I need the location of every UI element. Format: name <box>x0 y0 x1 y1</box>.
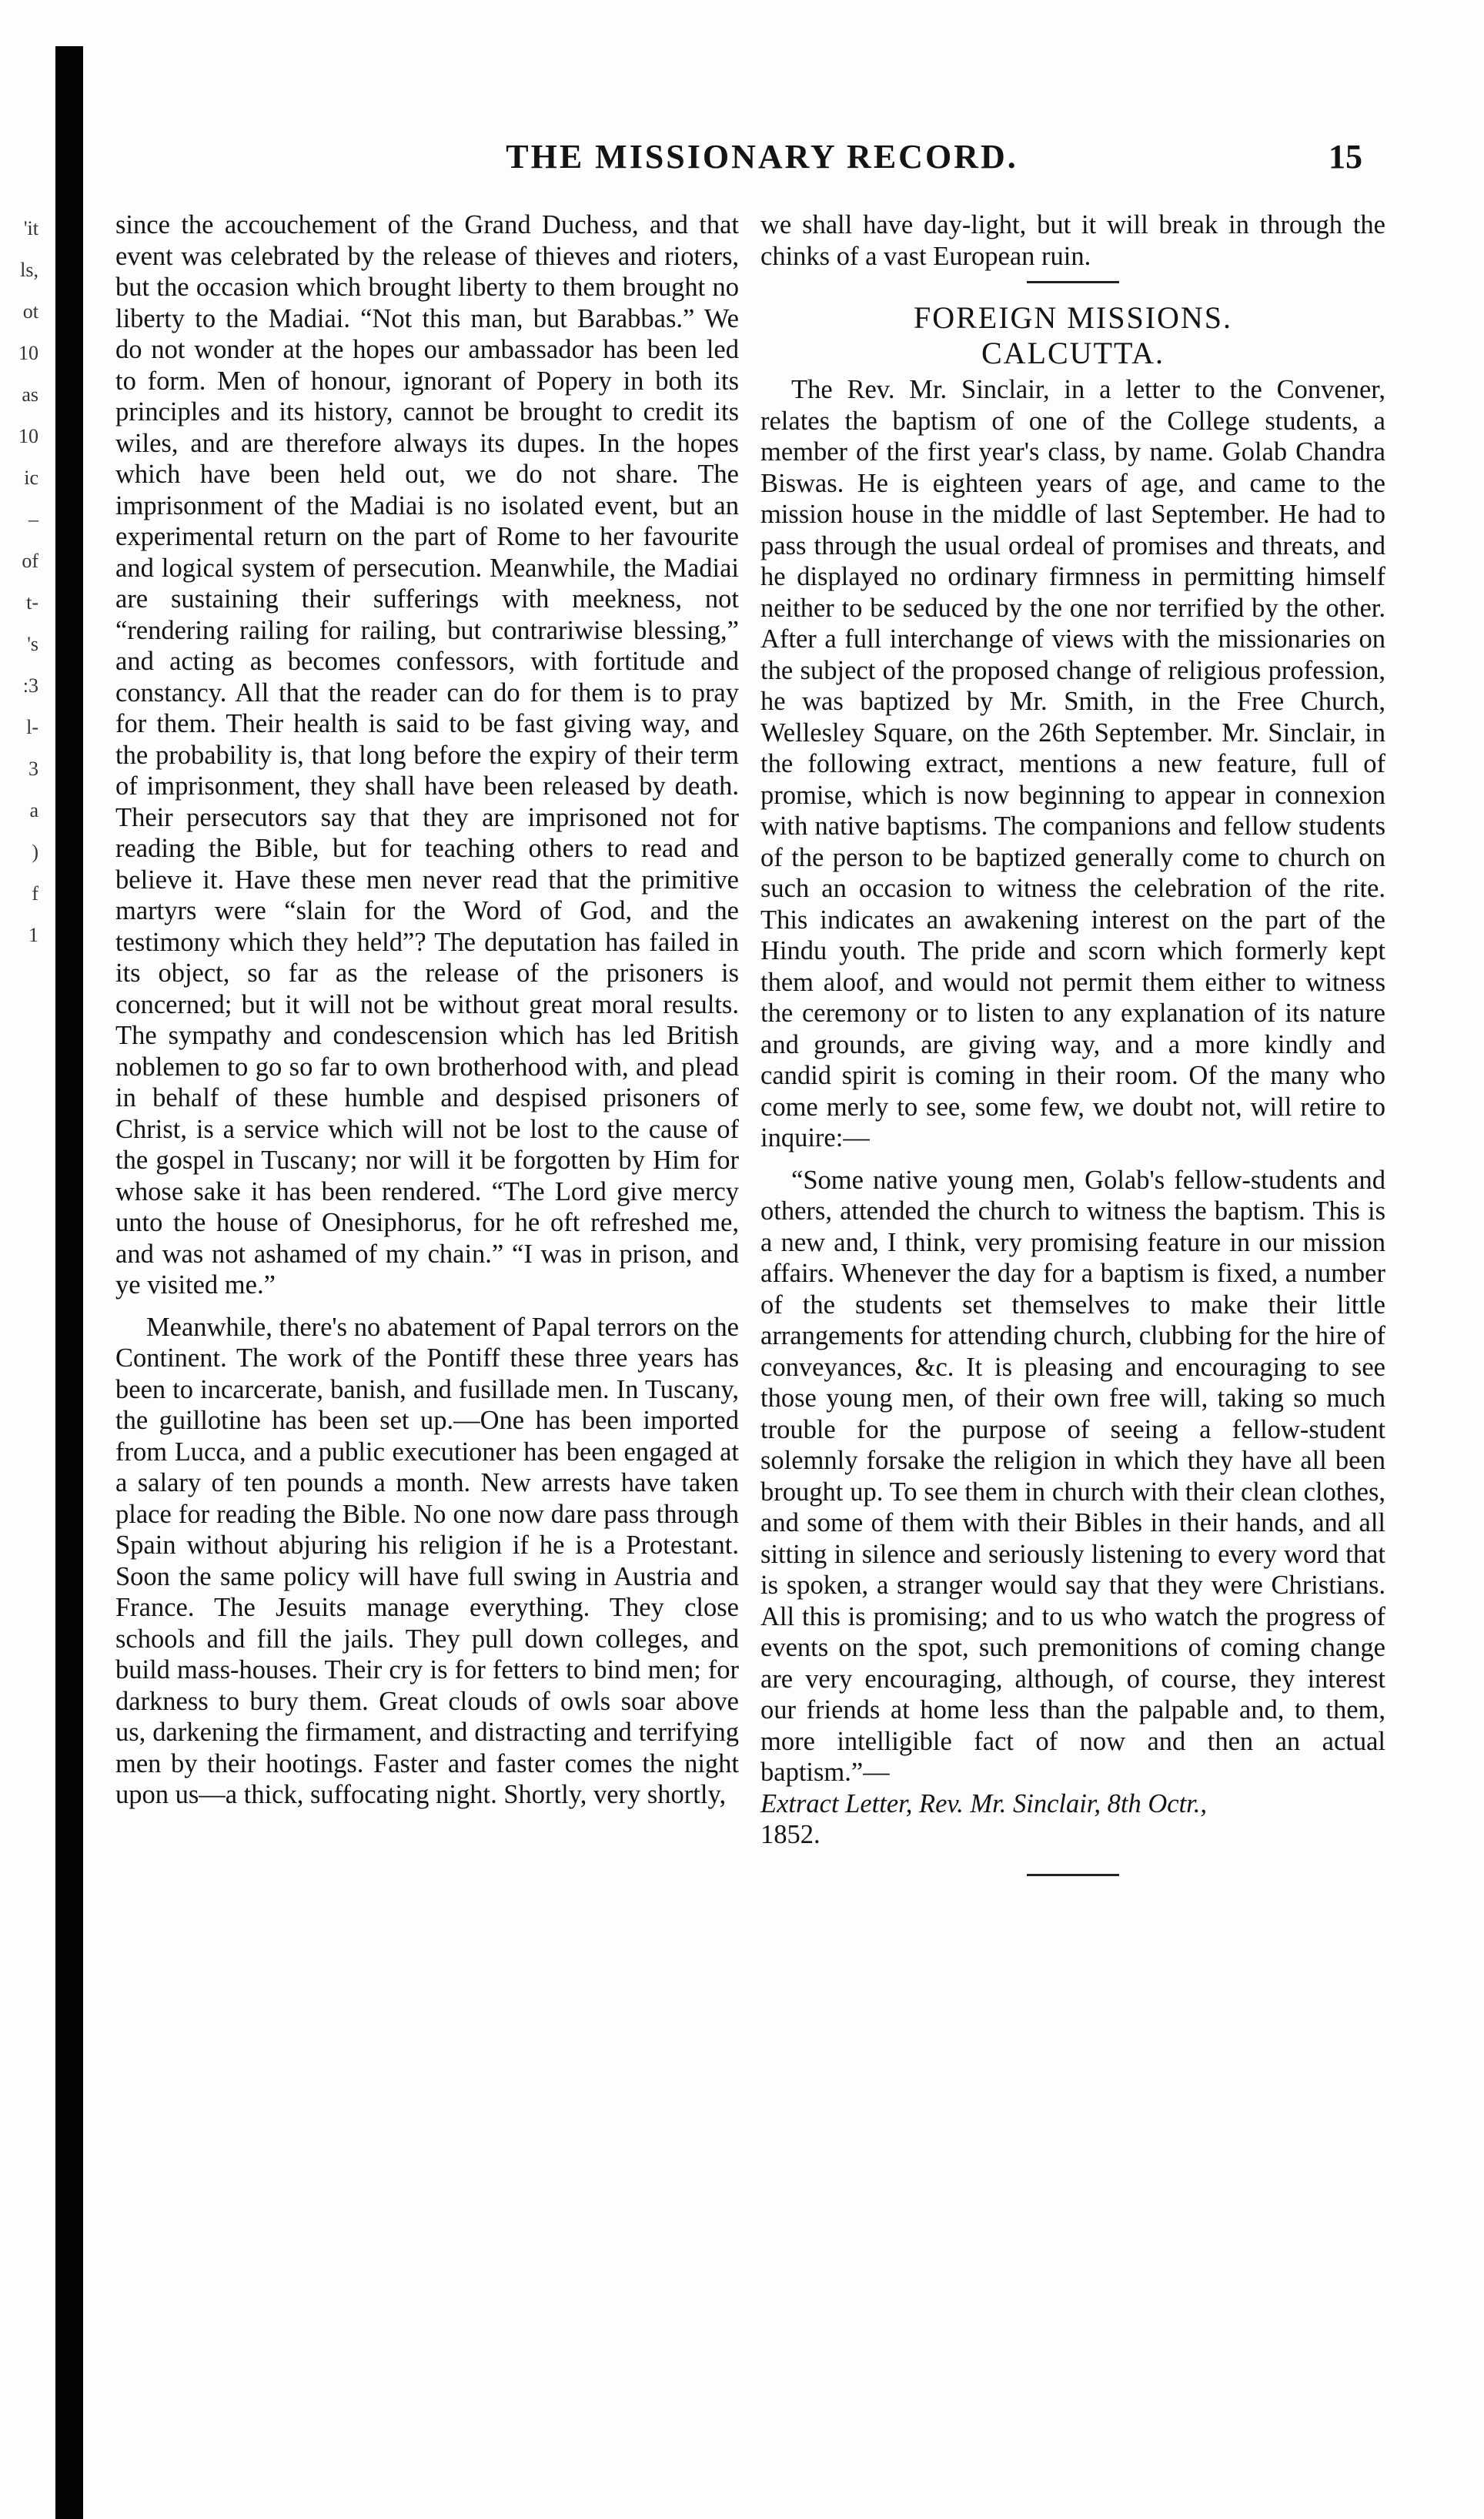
article-paragraph: since the accouchement of the Grand Duchess, and that event was celebrated by the release of thieves and rioters, but the occasion which brought liberty to them brought no liberty to the Madiai. “Not this man, but Barabbas.” We do not wonder at the hopes our ambassador has been led to form. Men of honour, ignorant of Popery in both its principles and its history, cannot be brought to credit its wiles, and are therefore always its dupes. In the hopes which have been held out, we do not share. The imprisonment of the Madiai is no isolated event, but an experimental return on the part of Rome to her favourite and logical system of persecution. Meanwhile, the Madiai are sustaining their sufferings with meekness, not “rendering railing for railing, but contrariwise blessing,” and acting as becomes confessors, with fortitude and constancy. All that the reader can do for them is to pray for them. Their health is said to be fast giving way, and the probability is, that long before the expiry of their term of imprisonment, they shall have been released by death. Their persecutors say that they are imprisoned not for reading the Bible, but for teaching others to read and believe it. Have these men never read that the primitive martyrs were “slain for the Word of God, and the testimony which they held”? The deputation has failed in its object, so far as the release of the prisoners is concerned; but it will not be without great moral results. The sympathy and condescension which has led British noblemen to go so far to own brotherhood with, and plead in behalf of these humble and despised prisoners of Christ, is a service which will not be lost to the cause of the gospel in Tuscany; nor will it be forgotten by Him for whose sake it has been rendered. “The Lord give mercy unto the house of Onesiphorus, for he oft refreshed me, and was not ashamed of my chain.” “I was in prison, and ye visited me.” <box>115 210 739 1300</box>
bleed-line: – <box>28 508 38 530</box>
end-divider <box>1027 1874 1119 1876</box>
bleed-line: 's <box>27 633 38 655</box>
margin-bleed-text <box>0 208 38 956</box>
bleed-line: l- <box>26 716 38 738</box>
subsection-heading: CALCUTTA. <box>981 336 1165 370</box>
binding-gutter <box>55 46 83 2519</box>
section-heading: FOREIGN MISSIONS. <box>913 300 1233 335</box>
section-divider <box>1027 281 1119 283</box>
bleed-line: f <box>32 882 38 905</box>
letter-year: 1852. <box>760 1820 821 1849</box>
page-number: 15 <box>1329 138 1362 176</box>
bleed-line: as <box>22 383 38 406</box>
bleed-line: :3 <box>22 674 38 697</box>
bleed-line: 10 <box>18 425 38 447</box>
left-column <box>115 209 739 1811</box>
right-column <box>760 209 1385 1893</box>
bleed-line: ic <box>24 467 38 489</box>
bleed-line: 'it <box>23 217 38 239</box>
article-paragraph: The Rev. Mr. Sinclair, in a letter to the Convener, relates the baptism of one of the College students, a member of the first year's class, by name. Golab Chandra Biswas. He is eighteen years of age, and came to the mission house in the middle of last September. He had to pass through the usual ordeal of promises and threats, and he displayed no ordinary firmness in permitting himself neither to be seduced by the one nor terrified by the other. After a full interchange of views with the missionaries on the subject of the proposed change of religious profession, he was baptized by Mr. Smith, in the Free Church, Wellesley Square, on the 26th September. Mr. Sinclair, in the following extract, mentions a new feature, full of promise, which is now beginning to appear in connexion with native baptisms. The companions and fellow students of the person to be baptized generally come to church on such an occasion to witness the celebration of the rite. This indicates an awakening interest on the part of the Hindu youth. The pride and scorn which formerly kept them aloof, and would not permit them either to witness the ceremony or to listen to any explanation of its nature and grounds, are giving way, and a more kindly and candid spirit is coming in their room. Of the many who come merly to see, some few, we doubt not, will retire to inquire:— <box>760 375 1385 1152</box>
running-header <box>115 137 1362 191</box>
bleed-line: ot <box>22 300 38 323</box>
article-paragraph: we shall have day-light, but it will break in through the chinks of a vast European ruin. <box>760 210 1385 271</box>
bleed-line: 3 <box>28 758 38 780</box>
bleed-line: 1 <box>28 924 38 946</box>
journal-title: THE MISSIONARY RECORD. <box>506 138 1018 176</box>
bleed-line: ) <box>32 841 38 863</box>
bleed-line: of <box>22 550 38 572</box>
bleed-line: t- <box>26 591 38 614</box>
quoted-letter: “Some native young men, Golab's fellow-students and others, attended the church to witness the baptism. This is a new and, I think, very promising feature in our mission affairs. Whenever the day for a baptism is fixed, a number of the students set themselves to make their little arrangements for attending church, clubbing for the hire of conveyances, &c. It is pleasing and encouraging to see those young men, of their own free will, taking so much trouble for the purpose of seeing a fellow-student solemnly forsake the religion in which they have all been brought up. To see them in church with their clean clothes, and some of them with their Bibles in their hands, and all sitting in silence and seriously listening to every word that is spoken, a stranger would say that they were Christians. All this is promising; and to us who watch the progress of events on the spot, such premonitions of coming change are very encouraging, although, of course, they interest our friends at home less than the palpable and, to them, more intelligible fact of now and then an actual baptism.”— <box>760 1165 1385 1787</box>
bleed-line: ls, <box>20 259 38 281</box>
bleed-line: a <box>29 799 38 821</box>
article-paragraph: Meanwhile, there's no abatement of Papal terrors on the Continent. The work of the Pontiff these three years has been to incarcerate, banish, and fusillade men. In Tuscany, the guillotine has been set up.—One has been imported from Lucca, and a public executioner has been engaged at a salary of ten pounds a month. New arrests have taken place for reading the Bible. No one now dare pass through Spain without abjuring his religion if he is a Protestant. Soon the same policy will have full swing in Austria and France. The Jesuits manage everything. They close schools and fill the jails. They pull down colleges, and build mass-houses. Their cry is for fetters to bind men; for darkness to bury them. Great clouds of owls soar above us, darkening the firmament, and distracting and terrifying men by their hootings. Faster and faster comes the night upon us—a thick, suffocating night. Shortly, very shortly, <box>115 1312 739 1809</box>
bleed-line: 10 <box>18 342 38 364</box>
letter-citation: Extract Letter, Rev. Mr. Sinclair, 8th Octr., <box>760 1788 1208 1818</box>
